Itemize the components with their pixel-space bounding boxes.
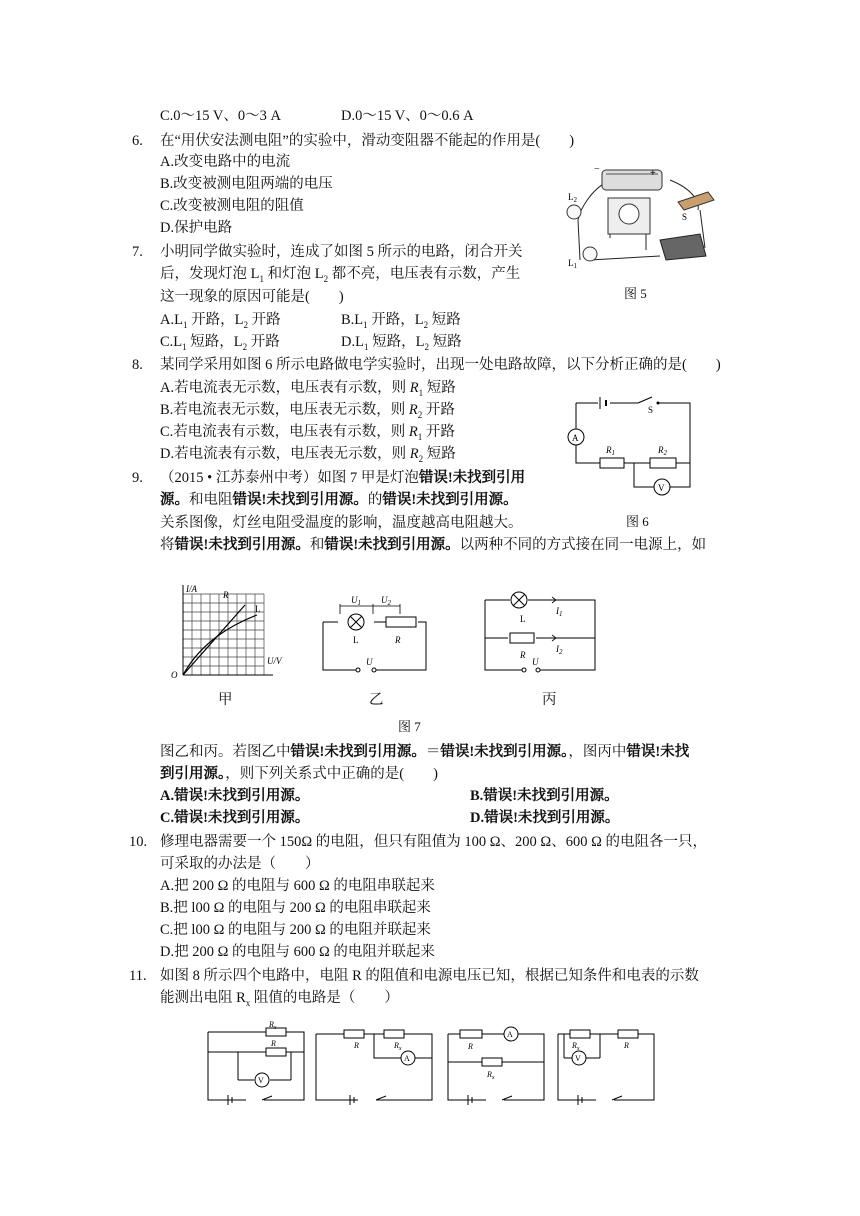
q6-option-c: C.改变被测电阻的阻值 <box>160 198 304 214</box>
q9-line3: 关系图像，灯丝电阻受温度的影响，温度越高电阻越大。 <box>160 515 523 531</box>
svg-text:R2: $R_2$ <box>658 445 667 457</box>
svg-text:V: V <box>575 1054 581 1063</box>
q10-option-a: A.把 200 Ω 的电阻与 600 Ω 的电阻串联起来 <box>160 878 435 894</box>
q7-option-b: $B.L_1$ 开路，$L_2$ 短路 <box>341 312 461 330</box>
svg-text:A: A <box>404 1054 410 1063</box>
q10-number: 10. <box>129 834 148 850</box>
q9-number: 9. <box>132 470 143 486</box>
q8-option-a: A.若电流表无示数，电压表有示数，则 $R_1$ 短路 <box>160 380 456 398</box>
q10-option-c: C.把 l00 Ω 的电阻与 200 Ω 的电阻并联起来 <box>160 922 431 938</box>
u-label: U <box>532 657 539 667</box>
q9-option-a: A.错误!未找到引用源。 <box>160 788 310 804</box>
r-curve-label: R <box>223 590 229 600</box>
l-curve-label: L <box>255 604 261 614</box>
svg-text:S: S <box>648 405 654 415</box>
resistor-icon <box>510 633 534 643</box>
q7-option-a: $A.L_1$ 开路，$L_2$ 开路 <box>160 312 281 330</box>
q6-option-d: D.保护电路 <box>160 220 233 236</box>
battery-icon <box>660 234 706 260</box>
q6-option-a: A.改变电路中的电流 <box>160 154 291 170</box>
fig7-bing-circuit <box>480 592 602 674</box>
i1-label: $I_1$ <box>556 606 563 618</box>
fig7-yi-circuit <box>318 592 430 674</box>
svg-text:V: V <box>658 483 665 493</box>
fig7-caption: 图 7 <box>398 719 421 734</box>
q7-number: 7. <box>132 244 143 260</box>
svg-text:+: + <box>650 168 656 179</box>
fig6-circuit <box>566 395 696 500</box>
q11-line2: 能测出电阻 $R_x$ 阻值的电路是（ ） <box>160 990 399 1008</box>
u1-label: $U_1$ <box>351 595 361 607</box>
switch-icon <box>678 192 714 210</box>
q5-option-d: D.0～15 V、0～0.6 A <box>341 108 474 124</box>
q11-line1: 如图 8 所示四个电路中，电阻 R 的阻值和电源电压已知，根据已知条件和电表的示数 <box>160 968 699 984</box>
fig6-caption: 图 6 <box>626 514 649 529</box>
fig7-jia-graph <box>165 580 295 680</box>
q9-line6: 到引用源。，则下列关系式中正确的是( ) <box>160 766 438 782</box>
u2-label: $U_2$ <box>381 595 391 607</box>
svg-text:L1: $L_1$ <box>568 258 577 270</box>
fig8-circuit-b <box>314 1022 434 1104</box>
svg-text:S: S <box>682 212 688 222</box>
fig5-physical-circuit <box>550 160 720 278</box>
fig8-circuit-c <box>446 1022 548 1104</box>
q10-option-b: B.把 l00 Ω 的电阻与 200 Ω 的电阻串联起来 <box>160 900 431 916</box>
q10-line1: 修理电器需要一个 150Ω 的电阻，但只有阻值为 100 Ω、200 Ω、600 Ω 的电阻各一只， <box>160 834 707 850</box>
svg-text:L2: $L_2$ <box>568 192 577 204</box>
resistor-icon <box>386 617 416 627</box>
bulb-l1-icon <box>583 247 597 261</box>
l-label: L <box>520 614 526 624</box>
q8-option-b: B.若电流表无示数，电压表无示数，则 $R_2$ 开路 <box>160 402 455 420</box>
q9-line5: 图乙和丙。若图乙中错误!未找到引用源。＝错误!未找到引用源。，图丙中错误!未找 <box>160 744 690 760</box>
q6-stem: 在“用伏安法测电阻”的实验中，滑动变阻器不能起的作用是( ) <box>160 133 575 149</box>
svg-text:R1: $R_1$ <box>606 445 615 457</box>
fig5-caption: 图 5 <box>624 286 647 301</box>
q7-line2: 后，发现灯泡 $L_1$ 和灯泡 $L_2$ 都不亮，电压表有示数，产生 <box>160 266 521 284</box>
svg-text:R: R <box>624 1041 629 1050</box>
q9-option-c: C.错误!未找到引用源。 <box>160 810 310 826</box>
q9-line4: 将错误!未找到引用源。和错误!未找到引用源。以两种不同的方式接在同一电源上，如 <box>160 537 707 553</box>
r-label: R <box>520 650 526 660</box>
svg-text:R: R <box>271 1039 276 1048</box>
svg-text:A: A <box>572 433 579 443</box>
i2-label: $I_2$ <box>556 644 563 656</box>
q9-option-b: B.错误!未找到引用源。 <box>470 788 619 804</box>
q7-option-d: $D.L_1$ 短路，$L_2$ 短路 <box>341 334 462 352</box>
q6-number: 6. <box>132 133 143 149</box>
svg-text:A: A <box>507 1030 513 1039</box>
l-label: L <box>353 635 359 645</box>
q10-line2: 可采取的办法是（ ） <box>160 856 320 872</box>
q8-option-c: C.若电流表有示数，电压表有示数，则 $R_1$ 开路 <box>160 424 455 442</box>
q7-option-c: $C.L_1$ 短路，$L_2$ 开路 <box>160 334 280 352</box>
origin-label: O <box>171 670 178 680</box>
svg-text:R: R <box>468 1042 473 1051</box>
r1-resistor <box>600 458 624 468</box>
q9-option-d: D.错误!未找到引用源。 <box>470 810 620 826</box>
fig7-yi-caption: 乙 <box>369 692 384 708</box>
svg-text:V: V <box>258 1076 264 1085</box>
u-label: U <box>366 657 373 667</box>
svg-text:Rx: $R_x$ <box>269 1020 277 1031</box>
fig8-circuit-d <box>556 1022 658 1104</box>
svg-text:Rx: $R_x$ <box>394 1041 402 1052</box>
q8-option-d: D.若电流表有示数，电压表无示数，则 $R_2$ 短路 <box>160 446 456 464</box>
q5-option-c: C.0～15 V、0～3 A <box>160 108 281 124</box>
fig8-circuit-a <box>206 1022 308 1104</box>
q9-line1: （2015 • 江苏泰州中考）如图 7 甲是灯泡错误!未找到引用 <box>160 470 526 486</box>
q6-option-b: B.改变被测电阻两端的电压 <box>160 176 333 192</box>
svg-text:R: R <box>354 1041 359 1050</box>
q11-number: 11. <box>129 968 147 984</box>
graph-grid <box>183 594 264 675</box>
q10-option-d: D.把 200 Ω 的电阻与 600 Ω 的电阻并联起来 <box>160 944 435 960</box>
q7-line1: 小明同学做实验时，连成了如图 5 所示的电路，闭合开关 <box>160 244 523 260</box>
r2-resistor <box>650 458 676 468</box>
uv-label: U/V <box>267 656 282 666</box>
q9-line2: 源。和电阻错误!未找到引用源。的错误!未找到引用源。 <box>160 492 518 508</box>
ia-label: I/A <box>186 584 197 594</box>
r-label: R <box>395 635 401 645</box>
q8-stem: 某同学采用如图 6 所示电路做电学实验时，出现一处电路故障，以下分析正确的是( ) <box>160 357 721 373</box>
bulb-l2-icon <box>567 205 581 219</box>
fig7-jia-caption: 甲 <box>218 692 233 708</box>
q7-line3: 这一现象的原因可能是( ) <box>160 289 344 305</box>
svg-text:Rx: $R_x$ <box>572 1041 580 1052</box>
q8-number: 8. <box>132 357 143 373</box>
fig7-bing-caption: 丙 <box>542 692 557 708</box>
svg-text:−: − <box>594 164 600 175</box>
svg-text:Rx: $R_x$ <box>487 1070 495 1081</box>
